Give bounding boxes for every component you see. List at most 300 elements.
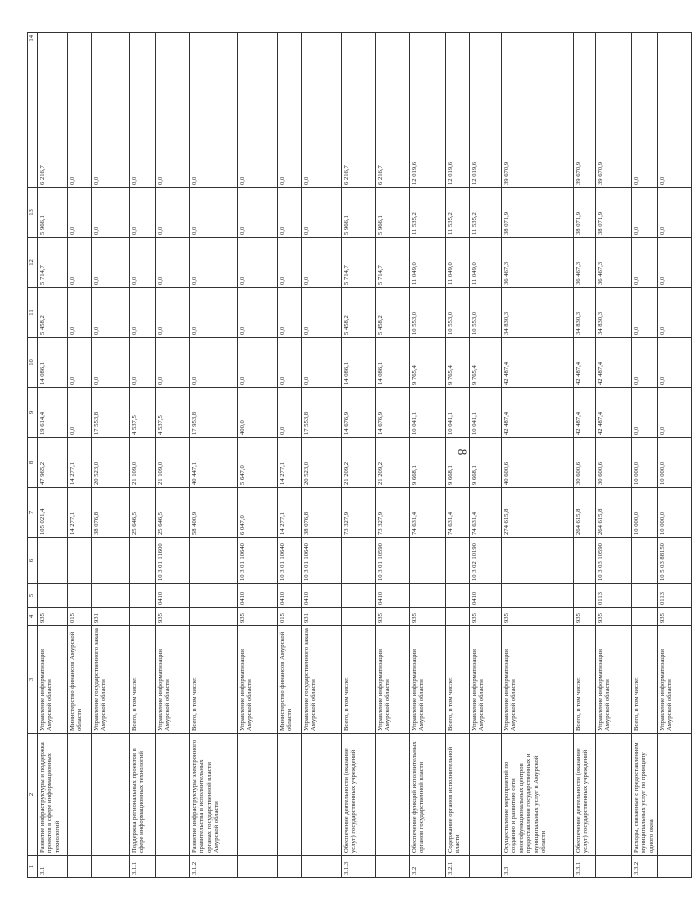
year-value: 0,0 [190,33,238,188]
year-value: 0,0 [92,33,130,188]
year-value: 400,0 [238,388,278,438]
year-value: 34 830,3 [502,288,574,338]
section-code: 0113 [596,584,632,608]
year-value: 0,0 [92,188,130,238]
year-value: 0,0 [302,188,342,238]
total-value: 264 615,8 [574,488,596,538]
section-code [190,584,238,608]
year-value: 38 071,9 [502,188,574,238]
executor: Управление информатизации Амурской области [376,626,410,734]
year-value: 5 714,7 [342,238,376,288]
table-row [446,33,470,878]
executor: Управление государственного заказа Амурской области [302,626,342,734]
total-value: 74 631,4 [410,488,446,538]
year-value: 0,0 [156,33,190,188]
executor: Всего, в том числе: [446,626,470,734]
year-value: 17 553,8 [92,388,130,438]
table-row [410,33,446,878]
grbs-code: 015 [68,608,92,626]
year-value: 6 216,7 [38,33,68,188]
column-number: 13 [28,188,38,238]
table-row [632,33,658,878]
total-value: 58 400,9 [190,488,238,538]
row-number: 3.3.2 [632,856,658,878]
year-value: 42 487,4 [502,388,574,438]
section-code [68,584,92,608]
grbs-code: 935 [238,608,278,626]
year-value: 14 086,1 [342,338,376,388]
year-value: 5 966,1 [342,188,376,238]
year-value: 0,0 [68,288,92,338]
column-number: 12 [28,238,38,288]
year-value: 42 487,4 [502,338,574,388]
year-value: 11 535,2 [410,188,446,238]
year-value: 0,0 [130,188,156,238]
table-row [658,33,692,878]
year-value: 14 676,9 [376,388,410,438]
year-value: 0,0 [68,388,92,438]
table-row [190,33,238,878]
target-article: 10 3 01 10640 [302,538,342,584]
year-value: 20 523,0 [92,438,130,488]
grbs-code: 931 [302,608,342,626]
row-number [156,856,190,878]
row-number: 3.2.1 [446,856,470,878]
grbs-code: 935 [410,608,446,626]
year-value: 0,0 [278,388,302,438]
row-number [238,856,278,878]
section-code: 0410 [278,584,302,608]
section-code: 0410 [302,584,342,608]
year-value: 11 535,2 [446,188,470,238]
year-value: 11 049,0 [446,238,470,288]
executor: Всего, в том числе: [190,626,238,734]
row-number [278,856,302,878]
row-number: 3.3.1 [574,856,596,878]
year-value: 0,0 [632,388,658,438]
year-value: 0,0 [92,338,130,388]
activity-name [658,734,692,856]
year-value: 21 109,0 [130,438,156,488]
grbs-code: 935 [470,608,502,626]
total-value: 74 631,4 [470,488,502,538]
year-value: 0,0 [68,33,92,188]
year-value: 0,0 [632,288,658,338]
table-row [156,33,190,878]
total-value: 14 277,1 [68,488,92,538]
activity-name [302,734,342,856]
target-article [502,538,574,584]
year-value: 0,0 [278,188,302,238]
row-number [658,856,692,878]
year-value: 0,0 [156,238,190,288]
executor: Всего, в том числе: [342,626,376,734]
column-number: 10 [28,338,38,388]
year-value: 0,0 [68,188,92,238]
year-value: 17 553,8 [302,388,342,438]
year-value: 12 019,6 [470,33,502,188]
year-value: 5 647,0 [238,438,278,488]
executor: Всего, в том числе: [632,626,658,734]
section-code [502,584,574,608]
executor: Всего, в том числе: [574,626,596,734]
executor: Всего, в том числе: [130,626,156,734]
year-value: 42 487,4 [596,388,632,438]
grbs-code: 935 [574,608,596,626]
row-number [376,856,410,878]
executor: Министерство финансов Амурской области [278,626,302,734]
year-value: 0,0 [238,188,278,238]
year-value: 17 953,8 [190,388,238,438]
column-number: 1 [28,856,38,878]
activity-name [278,734,302,856]
section-code: 0410 [238,584,278,608]
row-number: 3.1.2 [190,856,238,878]
year-value: 5 458,2 [342,288,376,338]
year-value: 0,0 [302,338,342,388]
total-value: 73 327,9 [376,488,410,538]
total-value: 25 646,5 [156,488,190,538]
year-value: 0,0 [238,338,278,388]
year-value: 20 523,0 [302,438,342,488]
section-code [38,584,68,608]
activity-name: Обеспечение деятельности (оказание услуг) государственных учреждений [342,734,376,856]
year-value: 9 668,1 [410,438,446,488]
total-value: 25 646,5 [130,488,156,538]
section-code [632,584,658,608]
section-code: 0410 [376,584,410,608]
executor: Управление информатизации Амурской области [410,626,446,734]
target-article: 10 3 01 10590 [376,538,410,584]
target-article [190,538,238,584]
year-value: 0,0 [92,238,130,288]
row-number [470,856,502,878]
table-row [596,33,632,878]
activity-name: Обеспечение функций исполнительных органов государственной власти [410,734,446,856]
activity-name [596,734,632,856]
year-value: 0,0 [632,338,658,388]
year-value: 9 765,4 [446,338,470,388]
year-value: 0,0 [278,33,302,188]
year-value: 30 600,6 [596,438,632,488]
year-value: 10 553,0 [410,288,446,338]
activity-name: Развитие инфраструктуры и поддержка проектов в сфере информационных технологий [38,734,68,856]
year-value: 39 670,9 [574,33,596,188]
grbs-code: 935 [596,608,632,626]
year-value: 0,0 [632,188,658,238]
year-value: 19 614,4 [38,388,68,438]
table-row [470,33,502,878]
year-value: 5 458,2 [38,288,68,338]
row-number: 3.1.1 [130,856,156,878]
activity-name: Расходы, связанные с предоставлением муниципальных услуг по принципу одного окна [632,734,658,856]
year-value: 0,0 [190,238,238,288]
target-article [574,538,596,584]
year-value: 14 277,1 [278,438,302,488]
year-value: 0,0 [238,33,278,188]
year-value: 0,0 [190,188,238,238]
year-value: 21 209,2 [376,438,410,488]
year-value: 5 458,2 [376,288,410,338]
grbs-code: 935 [38,608,68,626]
grbs-code: 935 [156,608,190,626]
target-article: 10 3 01 10640 [238,538,278,584]
year-value: 9 668,1 [446,438,470,488]
activity-name [156,734,190,856]
year-value: 0,0 [632,33,658,188]
year-value: 14 676,9 [342,388,376,438]
table-row [38,33,68,878]
target-article: 10 5 03 88150 [658,538,692,584]
year-value: 42 487,4 [574,338,596,388]
column-number: 3 [28,626,38,734]
table-row [278,33,302,878]
year-value: 11 049,0 [470,238,502,288]
total-value: 10 000,0 [658,488,692,538]
year-value: 5 714,7 [376,238,410,288]
year-value: 10 041,1 [470,388,502,438]
table-row [502,33,574,878]
year-value: 0,0 [130,33,156,188]
target-article: 10 3 01 10640 [278,538,302,584]
section-code [342,584,376,608]
table-row [342,33,376,878]
year-value: 0,0 [68,238,92,288]
row-number [92,856,130,878]
grbs-code: 931 [92,608,130,626]
table-row [376,33,410,878]
executor: Управление информатизации Амурской области [502,626,574,734]
column-number: 8 [28,438,38,488]
table-row [238,33,278,878]
section-code: 0410 [156,584,190,608]
executor: Министерство финансов Амурской области [68,626,92,734]
year-value: 6 216,7 [376,33,410,188]
column-number-row [28,33,38,878]
year-value: 14 086,1 [376,338,410,388]
year-value: 34 830,3 [596,288,632,338]
column-number: 2 [28,734,38,856]
section-code [130,584,156,608]
total-value: 74 631,4 [446,488,470,538]
year-value: 40 600,6 [502,438,574,488]
grbs-code: 015 [278,608,302,626]
year-value: 12 019,6 [410,33,446,188]
year-value: 21 209,2 [342,438,376,488]
year-value: 0,0 [278,238,302,288]
year-value: 11 535,2 [470,188,502,238]
year-value: 0,0 [302,288,342,338]
total-value: 10 000,0 [632,488,658,538]
year-value: 0,0 [130,288,156,338]
section-code: 0113 [658,584,692,608]
year-value: 5 966,1 [376,188,410,238]
grbs-code [632,608,658,626]
section-code: 0410 [470,584,502,608]
year-value: 0,0 [658,388,692,438]
activity-name [376,734,410,856]
table-row [92,33,130,878]
table-row [302,33,342,878]
budget-table [27,32,692,878]
grbs-code [190,608,238,626]
executor: Управление информатизации Амурской области [596,626,632,734]
year-value: 0,0 [92,288,130,338]
grbs-code [342,608,376,626]
executor: Управление информатизации Амурской области [156,626,190,734]
year-value: 0,0 [156,338,190,388]
row-number: 3.3 [502,856,574,878]
year-value: 0,0 [238,288,278,338]
year-value: 34 830,3 [574,288,596,338]
year-value: 30 600,6 [574,438,596,488]
row-number: 3.1 [38,856,68,878]
section-code [410,584,446,608]
target-article [92,538,130,584]
total-value: 264 615,8 [596,488,632,538]
target-article [68,538,92,584]
activity-name: Развитие инфраструктуры электронного правительства в исполнительных органах государственной власти Амурской области [190,734,238,856]
grbs-code: 935 [658,608,692,626]
total-value: 38 076,8 [92,488,130,538]
executor: Управление информатизации Амурской области [470,626,502,734]
year-value: 0,0 [130,338,156,388]
year-value: 38 071,9 [596,188,632,238]
year-value: 0,0 [278,288,302,338]
table-row [68,33,92,878]
year-value: 0,0 [190,288,238,338]
section-code [446,584,470,608]
activity-name [92,734,130,856]
year-value: 12 019,6 [446,33,470,188]
year-value: 0,0 [302,33,342,188]
year-value: 4 537,5 [156,388,190,438]
year-value: 10 553,0 [446,288,470,338]
year-value: 4 537,5 [130,388,156,438]
executor: Управление информатизации Амурской области [38,626,68,734]
year-value: 10 041,1 [446,388,470,438]
column-number: 9 [28,388,38,438]
year-value: 9 668,1 [470,438,502,488]
year-value: 0,0 [658,338,692,388]
year-value: 6 216,7 [342,33,376,188]
target-article [410,538,446,584]
year-value: 0,0 [658,188,692,238]
column-number: 7 [28,488,38,538]
year-value: 0,0 [156,188,190,238]
grbs-code: 935 [502,608,574,626]
year-value: 0,0 [278,338,302,388]
activity-name: Поддержка региональных проектов в сфере информационных технологий [130,734,156,856]
row-number [596,856,632,878]
year-value: 36 467,3 [574,238,596,288]
activity-name [238,734,278,856]
total-value: 14 277,1 [278,488,302,538]
year-value: 0,0 [130,238,156,288]
column-number: 5 [28,584,38,608]
year-value: 10 553,0 [470,288,502,338]
activity-name [68,734,92,856]
activity-name: Содержание органов исполнительной власти [446,734,470,856]
year-value: 14 086,1 [38,338,68,388]
activity-name [470,734,502,856]
section-code [574,584,596,608]
year-value: 39 670,9 [502,33,574,188]
target-article: 10 3 02 10190 [470,538,502,584]
rotated-table-wrapper [27,33,674,878]
target-article: 10 3 01 11600 [156,538,190,584]
year-value: 21 109,0 [156,438,190,488]
year-value: 42 487,4 [596,338,632,388]
target-article [38,538,68,584]
year-value: 38 071,9 [574,188,596,238]
year-value: 11 049,0 [410,238,446,288]
executor: Управление государственного заказа Амурской области [92,626,130,734]
target-article [130,538,156,584]
column-number: 6 [28,538,38,584]
year-value: 9 765,4 [410,338,446,388]
table-row [574,33,596,878]
year-value: 40 447,1 [190,438,238,488]
total-value: 73 327,9 [342,488,376,538]
year-value: 10 041,1 [410,388,446,438]
target-article: 10 3 03 10590 [596,538,632,584]
year-value: 0,0 [658,288,692,338]
year-value: 0,0 [68,338,92,388]
year-value: 10 000,0 [632,438,658,488]
total-value: 105 021,4 [38,488,68,538]
year-value: 0,0 [658,33,692,188]
page-number: 8 [455,448,470,456]
total-value: 38 076,8 [302,488,342,538]
total-value: 6 047,0 [238,488,278,538]
year-value: 36 467,3 [596,238,632,288]
year-value: 47 965,2 [38,438,68,488]
year-value: 5 714,7 [38,238,68,288]
year-value: 9 765,4 [470,338,502,388]
year-value: 39 670,9 [596,33,632,188]
column-number: 11 [28,288,38,338]
grbs-code: 935 [376,608,410,626]
column-number: 4 [28,608,38,626]
grbs-code [130,608,156,626]
grbs-code [446,608,470,626]
year-value: 36 467,3 [502,238,574,288]
executor: Управление информатизации Амурской области [658,626,692,734]
row-number: 3.1.3 [342,856,376,878]
year-value: 0,0 [156,288,190,338]
target-article [342,538,376,584]
year-value: 42 487,4 [574,388,596,438]
year-value: 0,0 [632,238,658,288]
year-value: 14 277,1 [68,438,92,488]
target-article [446,538,470,584]
table-row [130,33,156,878]
target-article [632,538,658,584]
column-number: 14 [28,33,38,188]
year-value: 0,0 [302,238,342,288]
total-value: 274 615,8 [502,488,574,538]
year-value: 10 000,0 [658,438,692,488]
executor: Управление информатизации Амурской области [238,626,278,734]
activity-name: Осуществление мероприятий по созданию и развитию сети многофункциональных центров предоставления государственных и муниципальных услуг в Амурской области [502,734,574,856]
row-number [302,856,342,878]
row-number [68,856,92,878]
year-value: 0,0 [658,238,692,288]
year-value: 0,0 [238,238,278,288]
row-number: 3.2 [410,856,446,878]
activity-name: Обеспечение деятельности (оказание услуг) государственных учреждений [574,734,596,856]
